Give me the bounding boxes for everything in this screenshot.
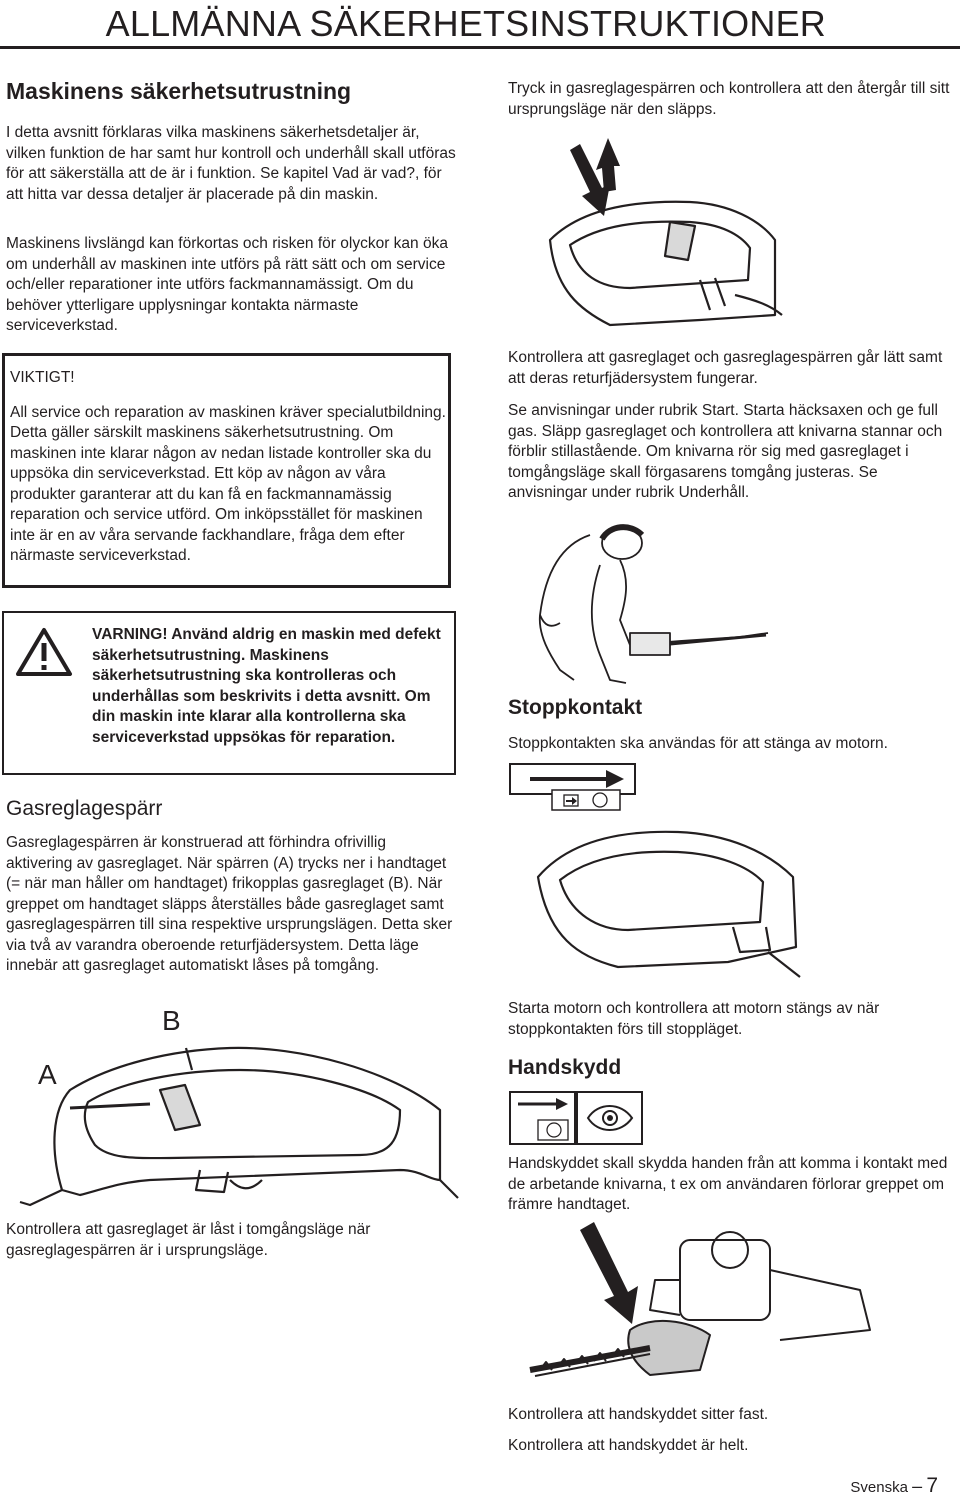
hand-guard-illustration [530,1220,930,1395]
important-text: All service och reparation av maskinen kräver specialutbildning. Detta gäller särskilt maskinens säkerhetsutrustning. Om maskinen inte klarar någon av nedan listade kontroller ska du uppsöka din serviceverkstad. Ett köp av någon av våra produkter garanterar att du kan få en fackmannamässig reparation och service utförd. Om inköpsstället för maskinen inte är en av våra servande fackhandlare, fråga dem efter närmaste serviceverkstad. [10,403,446,564]
operator-illustration [530,505,770,690]
lifespan-paragraph: Maskinens livslängd kan förkortas och risken för olyckor kan öka om underhåll av maskinen inte utförs på rätt sätt och om service och/eller reparationer inte utförs fackmannamässigt. Om du behöver ytterligare upplysningar kontakta närmaste serviceverkstad. [6,235,448,334]
footer-dash: – [912,1476,923,1496]
important-heading: VIKTIGT! [10,369,75,386]
check-text: Kontrollera att gasreglaget och gasreglagespärren går lätt samt att deras returfjädersystem fungerar. [508,349,943,387]
section-title: Maskinens säkerhetsutrustning [6,78,352,104]
intro-paragraph: I detta avsnitt förklaras vilka maskinens säkerhetsdetaljer är, vilken funktion de har samt hur kontroll och underhåll skall utföras för att säkerställa att de är i funktion. Se kapitel Vad är vad?, för att hitta var dessa detaljer är placerade på din maskin. [6,124,456,203]
stop-title: Stoppkontakt [508,696,643,719]
start-text: Se anvisningar under rubrik Start. Starta häcksaxen och ge full gas. Släpp gasreglaget och kontrollera att knivarna stannar och förblir stillastående. Om knivarna rör sig med gasreglaget i tomgångsläge skall förgasarens tomgång justeras. Se anvisningar under rubrik Underhåll. [508,402,943,501]
warning-text: VARNING! Använd aldrig en maskin med defekt säkerhetsutrustning. Maskinens säkerhetsutrustning ska kontrolleras och underhållas som beskrivits i detta avsnitt. Om din maskin inte klarar alla kontrollerna ska serviceverkstad uppsökas för reparation. [92,626,441,746]
stop-text: Stoppkontakten ska användas för att stänga av motorn. [508,735,888,752]
page-footer [850,1476,938,1498]
warning-triangle-icon [16,627,72,677]
important-box [2,353,451,588]
guard-text: Handskyddet skall skydda handen från att komma i kontakt med de arbetande knivarna, t ex om användaren förlorar greppet om främre handtaget. [508,1155,948,1213]
lockout-press-illustration [520,130,790,330]
label-a: A [38,1059,57,1090]
stop-switch-illustration [508,762,808,982]
warning-box [2,611,456,775]
label-b: B [162,1005,181,1036]
footer-language: Svenska [850,1479,908,1496]
guard-check-2: Kontrollera att handskyddet är helt. [508,1437,749,1454]
title-rule [0,46,960,49]
guard-check-1: Kontrollera att handskyddet sitter fast. [508,1406,769,1423]
throttle-lockout-title: Gasreglagespärr [6,797,163,820]
press-text: Tryck in gasreglagespärren och kontrollera att den återgår till sitt ursprungsläge när den släpps. [508,80,950,118]
throttle-lockout-text: Gasreglagespärren är konstruerad att förhindra ofrivillig aktivering av gasreglaget. När spärren (A) trycks ner i handtaget (= när man håller om handtaget) frikopplas gasreglaget (B). När greppet om handtaget släpps återställes både gasreglaget samt gasreglagespärren till sina respektive ursprungslägen. Detta sker via två av varandra oberoende returfjädersystem. Detta läge innebär att gasreglaget automatiskt låses på tomgång. [6,834,453,974]
throttle-handle-illustration [0,1030,460,1215]
hand-guard-symbols [508,1090,698,1146]
caption-locked: Kontrollera att gasreglaget är låst i tomgångsläge när gasreglagespärren är i ursprungsläge. [6,1221,371,1259]
page-title: ALLMÄNNA SÄKERHETSINSTRUKTIONER [105,3,826,44]
stop-check-text: Starta motorn och kontrollera att motorn stängs av när stoppkontakten förs till stoppläget. [508,1000,880,1038]
guard-title: Handskydd [508,1056,622,1079]
page-number: 7 [926,1474,938,1497]
